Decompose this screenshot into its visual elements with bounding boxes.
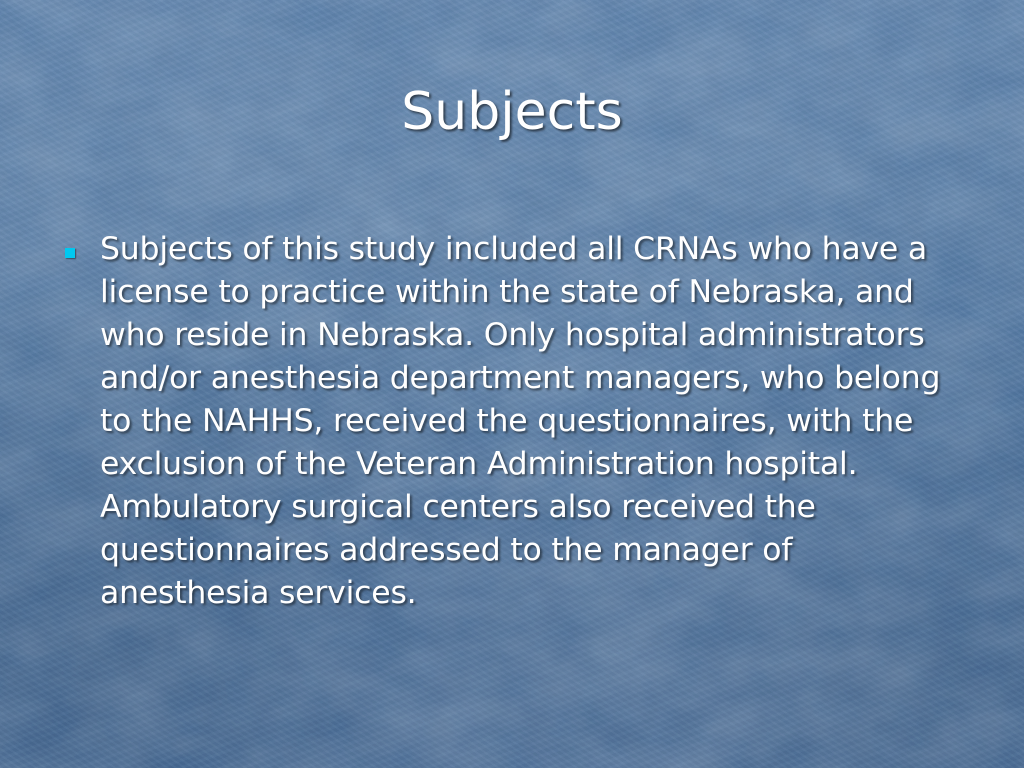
slide-title: Subjects (401, 82, 623, 142)
bullet-text: Subjects of this study included all CRNAs who have a license to practice within the state of Nebraska, and who reside in Nebraska. Only hospital administrators and/or anesthesia department managers, who belong to the NAHHS, received the questionnaires, with the exclusion of the Veteran Administration hospital. Ambulatory surgical centers also received the questionnaires addressed to the manager of anesthesia services. (100, 231, 941, 611)
bullet-item (62, 228, 962, 615)
square-bullet-icon (65, 248, 75, 258)
bullet-list (62, 228, 962, 615)
